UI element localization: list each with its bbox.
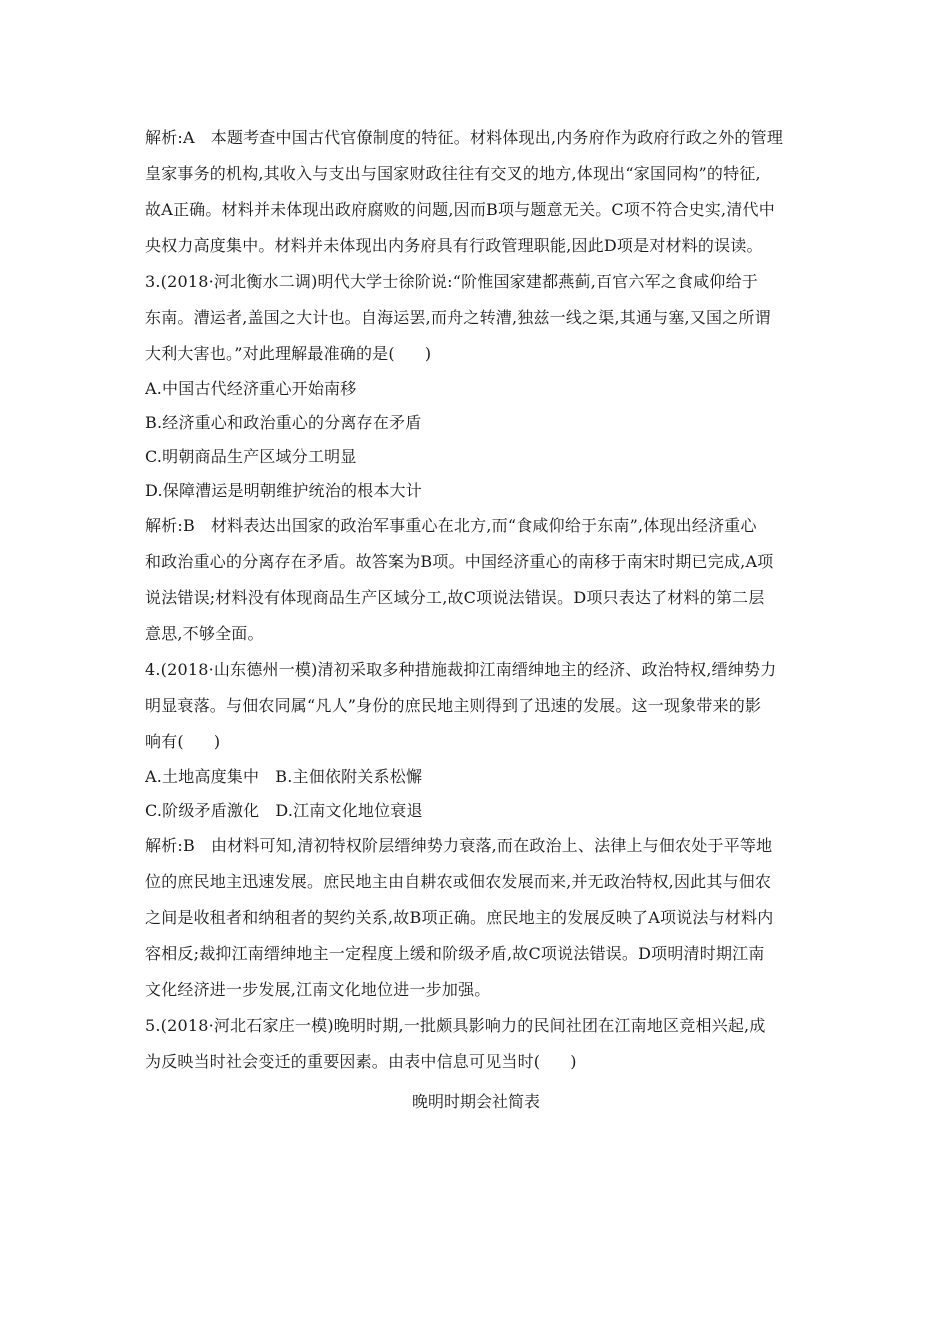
analysis-4-line-4: 容相反;裁抑江南缙绅地主一定程度上缓和阶级矛盾,故C项说法错误。D项明清时期江南 — [145, 944, 765, 963]
question-3-option-c: C.明朝商品生产区域分工明显 — [145, 447, 357, 466]
analysis-2-line-1: 解析:A 本题考查中国古代官僚制度的特征。材料体现出,内务府作为政府行政之外的管理 — [145, 128, 784, 147]
analysis-label: 解析:A — [145, 128, 195, 147]
document-page — [145, 120, 807, 1120]
question-3-option-d: D.保障漕运是明朝维护统治的根本大计 — [145, 481, 422, 500]
analysis-4-line-5: 文化经济进一步发展,江南文化地位进一步加强。 — [145, 980, 491, 999]
analysis-label: 解析:B — [145, 836, 195, 855]
question-3-line-1: 3.(2018·河北衡水二调)明代大学士徐阶说:“阶惟国家建都燕蓟,百官六军之食咸仰给于 — [145, 272, 759, 291]
analysis-3-line-3: 说法错误;材料没有体现商品生产区域分工,故C项说法错误。D项只表达了材料的第二层 — [145, 588, 765, 607]
question-5-line-1: 5.(2018·河北石家庄一模)晚明时期,一批颇具影响力的民间社团在江南地区竞相兴起,成 — [145, 1016, 766, 1035]
question-4-options-row-2 — [145, 794, 807, 828]
analysis-3-line-4: 意思,不够全面。 — [145, 624, 264, 643]
analysis-4-line-1: 解析:B 由材料可知,清初特权阶层缙绅势力衰落,而在政治上、法律上与佃农处于平等地 — [145, 836, 773, 855]
analysis-2-line-2: 皇家事务的机构,其收入与支出与国家财政往往有交叉的地方,体现出“家国同构”的特征, — [145, 164, 761, 183]
question-4-option-a: A.土地高度集中 — [145, 767, 260, 786]
question-4-line-1: 4.(2018·山东德州一模)清初采取多种措施裁抑江南缙绅地主的经济、政治特权,缙绅势力 — [145, 660, 777, 679]
question-4-options-row-1 — [145, 760, 807, 794]
question-4-option-b: B.主佃依附关系松懈 — [275, 767, 423, 786]
question-4-line-2: 明显衰落。与佃农同属“凡人”身份的庶民地主则得到了迅速的发展。这一现象带来的影 — [145, 696, 762, 715]
analysis-2-line-4: 央权力高度集中。材料并未体现出内务府具有行政管理职能,因此D项是对材料的误读。 — [145, 236, 763, 255]
question-3-line-3: 大利大害也。”对此理解最准确的是( ) — [145, 344, 432, 363]
question-4-option-c: C.阶级矛盾激化 — [145, 801, 260, 820]
table-caption: 晚明时期会社简表 — [411, 1092, 540, 1111]
analysis-4-line-2: 位的庶民地主迅速发展。庶民地主由自耕农或佃农发展而来,并无政治特权,因此其与佃农 — [145, 872, 772, 891]
question-3-line-2: 东南。漕运者,盖国之大计也。自海运罢,而舟之转漕,独兹一线之渠,其通与塞,又国之所谓 — [145, 308, 771, 327]
question-3-option-b: B.经济重心和政治重心的分离存在矛盾 — [145, 413, 422, 432]
question-5-line-2: 为反映当时社会变迁的重要因素。由表中信息可见当时( ) — [145, 1052, 577, 1071]
question-4-option-d: D.江南文化地位衰退 — [275, 801, 423, 820]
analysis-label: 解析:B — [145, 516, 195, 535]
analysis-3-line-1: 解析:B 材料表达出国家的政治军事重心在北方,而“食咸仰给于东南”,体现出经济重心 — [145, 516, 757, 535]
analysis-2-line-3: 故A正确。材料并未体现出政府腐败的问题,因而B项与题意无关。C项不符合史实,清代中 — [145, 200, 775, 219]
question-3-option-a: A.中国古代经济重心开始南移 — [145, 379, 357, 398]
analysis-4-line-3: 之间是收租者和纳租者的契约关系,故B项正确。庶民地主的发展反映了A项说法与材料内 — [145, 908, 774, 927]
question-4-line-3: 响有( ) — [145, 732, 221, 751]
analysis-3-line-2: 和政治重心的分离存在矛盾。故答案为B项。中国经济重心的南移于南宋时期已完成,A项 — [145, 552, 774, 571]
